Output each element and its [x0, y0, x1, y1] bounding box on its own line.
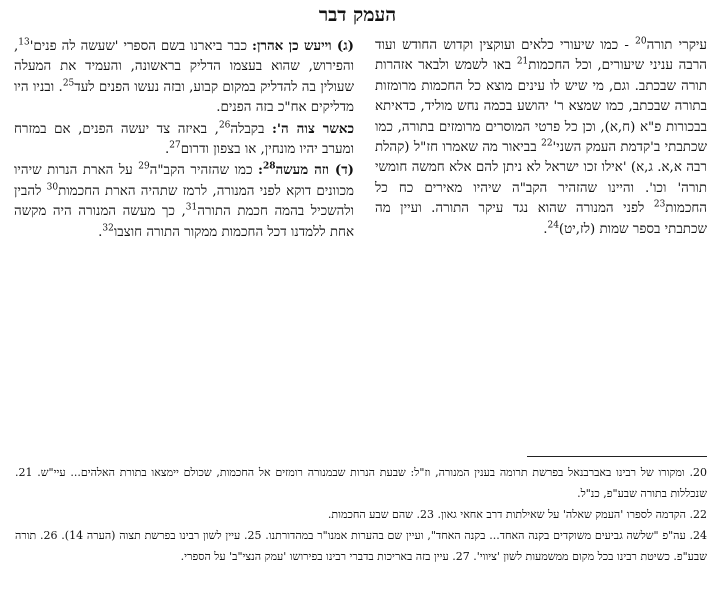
footnote-ref[interactable]: 28 — [262, 161, 276, 172]
section-verse-3 — [14, 36, 354, 119]
text-run: על הארת הנרות שיהיו מכוונים דוקא לפני המנורה, לרמז שתהיה הארת החכמות — [14, 163, 354, 199]
text-run: , באיזה צד יעשה הפנים, אם במזרח ומערב יהיו מונחין, או בצפון ודרום — [14, 121, 354, 158]
right-column — [375, 36, 707, 446]
footnote-paragraph: 20. ומקורו של רבינו באברבנאל בפרשת תרומה בענין המנורה, וז"ל: שבעת הנרות שבמנורה רומזים אל החכמות, שכולם יימצאו בתורת האלהים... עיי"ש. 21. שנכללות בתורה שבע"פ, כנ"ל. — [15, 466, 707, 500]
footnote-ref[interactable]: 27 — [169, 140, 181, 151]
footnote-ref[interactable]: 31 — [185, 202, 198, 213]
text-run: - כמו שיעורי כלאים ועוקצין וקדוש החודש ועוד הרבה עניני שיעורים, וכל החכמות — [375, 38, 707, 74]
text-run: בקבלה — [230, 121, 272, 137]
text-run: לפני המנורה שהוא נגד עיקר התורה. ועיין מה שכתבתי בספר שמות (לז,יט) — [375, 201, 707, 237]
footnote-divider — [527, 456, 707, 457]
text-run: , כך מעשה המנורה היה מקשה אחת ללמדנו דכל החכמות ממקור התורה חוצבו — [14, 204, 354, 240]
footnote-paragraph: 22. הקדמה לספרו 'העמק שאלה' על שאילתות דרב אחאי גאון. 23. שהם שבע החכמות. — [327, 508, 707, 521]
text-run: . — [543, 221, 548, 237]
footnote-paragraph: 24. עה"פ "שלשה גביעים משוקדים בקנה האחד... בקנה האחד", ועיין שם בהערות אמנו"ר במהדורתנו. 25. עיין לשון רבינו בפרשת תצוה (הערה 14). 26. תורה שבע"פ. כשיטת רבינו בכל מקום ממשמעות לשון 'ציווי'. 27. עיין בזה באריכות בדברי רבינו בפירושו 'עמק הנצי"ב' על הספרי. — [15, 529, 707, 563]
footnote-ref[interactable]: 22 — [541, 138, 553, 149]
footnote-ref[interactable]: 25 — [62, 78, 75, 89]
text-run: . — [165, 142, 170, 158]
text-run: להבין ולהשכיל בהמה חכמת התורה — [14, 183, 354, 220]
section-heading: (ג) וייעש כן אהרן: — [252, 38, 354, 54]
heading-colon: : — [258, 162, 263, 179]
text-run: בביאור מה שאמרו חז"ל (קהלת רבה א,א. ג,א) 'אילו זכו ישראל לא ניתן להם אלא חמשה חומשי תורה' וכו'. והיינו שהזהיר הקב"ה שיהיו מאירים כח כל החכמות — [375, 140, 707, 217]
text-run: באו לשמש ולבאר אזהרות תורה שבכתב. וגם, מי שיש לו עינים מוצא כל החכמות מרומזות בתורה שבכתב, כמו שמצא ר' יהושע בכמה נחש מוליד, כדאיתא בבכורות פ"א (ח,א), וכן כל פרטי המוסרים מרומזים בתורה, כמו שכתבתי ב'קדמת העמק השני' — [375, 58, 707, 156]
footnote-ref[interactable]: 20 — [635, 36, 647, 47]
paragraph — [375, 36, 707, 240]
footnote-ref[interactable]: 21 — [516, 56, 529, 67]
section-verse-4 — [14, 160, 354, 243]
footnote-ref[interactable]: 30 — [46, 182, 59, 193]
text-run: כבר ביארנו בשם הספרי 'שעשה לה פנים' — [29, 39, 253, 54]
text-run: עיקרי תורה — [646, 38, 707, 53]
heading-text: (ד) וזה מעשה — [275, 162, 354, 179]
text-run: כמו שהזהיר הקב"ה — [149, 163, 258, 179]
section-heading — [258, 162, 354, 178]
section-as-commanded — [14, 119, 354, 161]
section-heading: כאשר צוה ה': — [271, 120, 354, 137]
text-run: . — [98, 224, 103, 240]
footnote-ref[interactable]: 26 — [218, 120, 231, 131]
page-title: העמק דבר — [318, 4, 397, 26]
footnotes-section — [15, 462, 707, 612]
footnote-ref[interactable]: 13 — [18, 37, 30, 48]
footnote-ref[interactable]: 29 — [138, 161, 150, 172]
footnote-ref[interactable]: 24 — [547, 220, 559, 231]
footnote-ref[interactable]: 23 — [653, 199, 666, 210]
footnote-ref[interactable]: 32 — [102, 223, 114, 234]
text-run: , והפירוש, שהוא בעצמו הדליק בראשונה, והעמיד את המעלה שעולין בה להדליק במקום קבוע, ובזה נעשו הפנים לעד — [14, 39, 354, 95]
text-run: . ובניו היו מדליקים אח"כ בזה הפנים. — [14, 79, 354, 116]
left-column — [14, 36, 354, 446]
